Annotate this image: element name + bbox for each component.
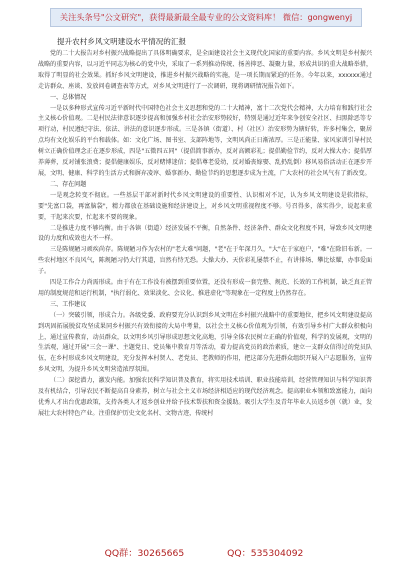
- body-paragraph: 一是观念转变不彻底。一些基层干部对新时代乡风文明建设的重要性、认识相对不足，认为乡风文明建设是软指标，要"先富口袋，再富脑袋"，精力都放在基础设施和经济建设上，对乡风文明重视程度不够。号召得多，落实得少，说起来重要，干起来次要，忙起来不要的现象。: [38, 191, 372, 221]
- footer-contact: [0, 545, 408, 561]
- section-heading: 二、存在问题: [50, 180, 87, 188]
- body-paragraph: 一是以多种形式宣传习近平新时代中国特色社会主义思想和党的二十大精神，富十二次党代会精神，大力培育和践行社会主义核心价值观。二是村民法律意识逐步提高和加强乡村社会治安形势较好，特别是通过近年来争创安全社区、扫黑除恶等专项行动，村民遵纪守法、依法、讲法的意识逐步形成。三是各镇（街道）、村（社区）治安形势为辖好转，许多村集会，聚居点均有文化娱乐的平台和载体。如：文化广场、图书室、支部阵地等，文明风尚正日渐浓厚。三是正能量、家风家训引导村民树立正确价值理念正在逐步形成，四是"五微四五同"（提倡简事新办，反对高额彩礼；提倡勤俭节约，反对大操大办；提倡厚养薄葬，反对铺张浪费；提倡健康娱乐，反对赌博迷信；提倡尊老爱幼，反对婚丧嫁娶、乱扔乱倒）移风易俗活动正在逐步开展，文明、健康、科学的生活方式和摒弃凌谆、婚事新办、勤俭节约的思想逐步成为主流，广大农村的社会风气有了新改变。: [38, 104, 372, 177]
- qq-label: QQ：: [227, 548, 251, 559]
- section-heading: 一、总体情况: [50, 93, 87, 101]
- page-title: 提升农村乡风文明建设水平情况的汇报: [57, 37, 187, 46]
- body-paragraph: （一）突破引领，形成合力。各级党委、政府要充分认识到乡风文明在乡村振兴战略中的重要地位，把乡风文明建设提高到巩固拓展脱贫攻坚成果同乡村振兴有效衔接的大局中考量，以社会主义核心价值观为引领，有效引导乡村广大群众积极向上，通过宣传教育，动员群众，以文明乡风引导形成思想文化高地，引导全体农民树立正确的价值观，科学的发展观，文明的生活观，通过开展"三会一课"、主题党日、党员集中教育月等活动，着力提高党员的政治素质，建立一支群众信得过的党员队伍，在乡村形成乡风文明建设，充分发挥本村贤人、老党员、老教师的作用，把这部分先进群众组织开展入户志愿服务，宣传乡风文明，为提升乡风文明营造浓厚氛围。: [38, 311, 372, 374]
- qq-group: [105, 548, 185, 559]
- section-heading: 三、工作建议: [50, 300, 87, 308]
- qq-group-label: QQ群：: [104, 548, 138, 559]
- body-paragraph: 二是推进力度不够均衡。由于各镇（街道）经济发展不平衡，自然条件、经济条件、群众文化程度不同，导致乡风文明建设的力度和成效也大不一样。: [38, 224, 372, 243]
- qq-group-number: 30265665: [137, 548, 185, 559]
- body-paragraph: 党的二十大报告对乡村振兴战略提出了具体明确要求，是全面建设社会主义现代化国家的重要内容。乡风文明是乡村振兴战略的重要内容，以习近平同志为核心的党中央，采取了一系列推动传统、扬善抑恶、凝聚力量，形成共识的重大战略举措，取得了明显的社会效果。抓好乡风文明建设，推进乡村振兴战略的实施，是一项长期而紧迫的任务。今年以来，xxxxxx通过走访群众、座谈、发放问卷调查表等方式，对乡风文明进行了一次调研，现将调研情况报告如下。: [38, 50, 372, 90]
- qq-contact: [227, 548, 303, 559]
- body-paragraph: 四是工作合力尚需形成。由于有在工作没有被摆到重要位置，还没有形成一套完整、规范、长效的工作机制，缺乏真正管用的制度规范和运行机制，"执行弱化、效果淡化、会议化、推进虚化"等现象在一定程度上仍然存在。: [38, 279, 372, 297]
- document-body: [38, 49, 372, 420]
- body-paragraph: （二）深挖潜力，激发内能。加强农民科学知识普及教育，将实用技术培训、职业技能培训，经营管理知识与科学知识普及有机结合，引导农民不断提高自身素养，树立与社会主义市场经济相适应的现代经济观念。提高职业本领和致富能力，面向优秀人才出台优惠政策，支持各类人才返乡创业并给予技术帮扶和资金援助。吸引大学生及青年毕业人员返乡创（就）业，发展壮大农村特色产业。注重保护历史文化名村、文物古迹，传统村: [38, 377, 372, 417]
- body-paragraph: 三是陈规陋习顽疾尚存。陈规陋习作为农村的"老大难"问题，"老"在于年深月久，"大"在于家庭户，"难"在除旧布新。一些农村地区不良风气，陈规陋习仍大行其道，盲然有恃无恐。大操大办、天价彩礼屡禁不止，有讲排场、攀比炫耀，办事爱面子。: [38, 246, 372, 276]
- promo-banner: 关注头条号"公文研究"，获得最新最全最专业的公文资料库！ 微信：gongwenyj: [50, 8, 362, 27]
- qq-number: 535304092: [250, 548, 304, 559]
